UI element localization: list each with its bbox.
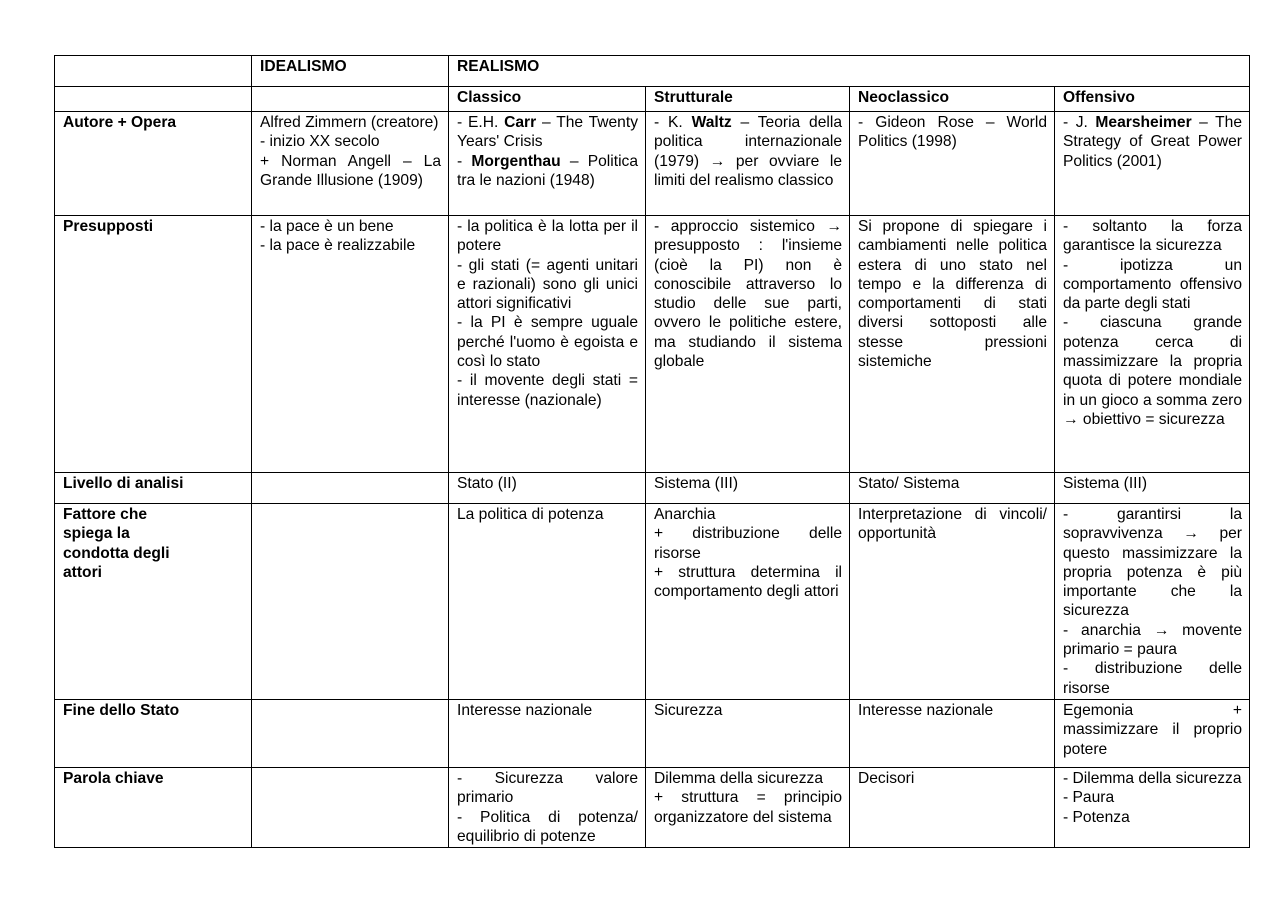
- cell-text: - inizio XX secolo: [260, 133, 380, 151]
- cell-line: [654, 113, 842, 190]
- cell-line: [654, 788, 842, 827]
- cell-text: - J.: [1063, 114, 1096, 131]
- row-label: Autore + Opera: [55, 112, 252, 216]
- cell-line: [1063, 256, 1242, 314]
- table-cell: [646, 504, 850, 700]
- cell-text: - la pace è un bene: [260, 218, 394, 235]
- table-cell: [1055, 767, 1250, 847]
- cell-text: Anarchia: [654, 506, 716, 523]
- table-cell: [1055, 699, 1250, 767]
- table-cell: [1055, 216, 1250, 473]
- cell-text: Sistema (III): [1063, 475, 1148, 492]
- cell-line: [1063, 505, 1242, 621]
- cell-text: La politica di potenza: [457, 506, 604, 523]
- table-cell: [646, 699, 850, 767]
- cell-line: [654, 563, 842, 602]
- table-cell: [449, 112, 646, 216]
- cell-line: [457, 505, 638, 524]
- cell-line: [457, 152, 638, 191]
- row-presupposti: [55, 216, 1250, 473]
- cell-text-bold: Morgenthau: [471, 152, 561, 170]
- row-label: Presupposti: [55, 216, 252, 473]
- cell-text: - Sicurezza valore primario: [457, 769, 638, 807]
- row-label-line: condotta degli: [63, 544, 170, 562]
- cell-text: + Norman Angell – La Grande Illusione (1909): [260, 152, 441, 189]
- cell-line: [1063, 113, 1242, 171]
- cell-line: [858, 769, 1047, 788]
- cell-text-bold: Waltz: [691, 114, 732, 131]
- subheader-empty: [55, 87, 252, 112]
- row-label-line: attori: [63, 563, 102, 581]
- cell-line: [457, 256, 638, 314]
- table-cell: [449, 216, 646, 473]
- cell-text: Egemonia + massimizzare il proprio potere: [1063, 701, 1242, 758]
- cell-line: [260, 113, 441, 132]
- cell-text: - anarchia → movente primario = paura: [1063, 621, 1242, 659]
- cell-line: [457, 769, 638, 808]
- cell-text: - la PI è sempre uguale perché l'uomo è egoista e così lo stato: [457, 314, 638, 371]
- table-cell: [449, 699, 646, 767]
- subheader-row: [55, 87, 1250, 112]
- cell-text: – The Twenty Years' Crisis: [457, 114, 638, 151]
- cell-text: - Gideon Rose – World Politics (1998): [858, 114, 1047, 151]
- table-cell: [1055, 473, 1250, 504]
- cell-text: Sistema (III): [654, 475, 739, 492]
- cell-line: [457, 113, 638, 152]
- cell-text: Dilemma della sicurezza: [654, 769, 823, 787]
- table-cell: [252, 504, 449, 700]
- cell-line: [654, 217, 842, 371]
- row-label-line: spiega la: [63, 525, 130, 543]
- cell-line: [457, 217, 638, 256]
- table-cell: [1055, 504, 1250, 700]
- cell-line: [457, 474, 638, 493]
- cell-text: + distribuzione delle risorse: [654, 525, 842, 562]
- cell-line: [858, 505, 1047, 544]
- cell-line: [858, 217, 1047, 371]
- table-cell: [1055, 112, 1250, 216]
- table-cell: [850, 112, 1055, 216]
- row-label: [55, 504, 252, 700]
- cell-line: [260, 236, 441, 255]
- comparison-table: [54, 55, 1250, 848]
- cell-text: – Politica tra le nazioni (1948): [457, 152, 638, 189]
- subheader-neoclassico: Neoclassico: [850, 87, 1055, 112]
- cell-text: Interpretazione di vincoli/ opportunità: [858, 506, 1047, 543]
- cell-text: - ipotizza un comportamento offensivo da parte degli stati: [1063, 256, 1242, 313]
- cell-line: [260, 217, 441, 236]
- row-label: Livello di analisi: [55, 473, 252, 504]
- row-livello-analisi: [55, 473, 1250, 504]
- cell-text: - K.: [654, 114, 692, 131]
- table-cell: [646, 473, 850, 504]
- cell-text: - il movente degli stati = interesse (nazionale): [457, 372, 638, 409]
- cell-line: [457, 371, 638, 410]
- cell-line: [1063, 474, 1242, 493]
- cell-line: [1063, 769, 1242, 788]
- cell-text: - Paura: [1063, 789, 1115, 807]
- table-cell: [449, 504, 646, 700]
- cell-text: Sicurezza: [654, 701, 723, 719]
- cell-text: – Teoria della politica internazionale (1979) → per ovviare le limiti del realismo classico: [654, 114, 842, 189]
- cell-line: [858, 701, 1047, 720]
- cell-text: Interesse nazionale: [457, 701, 593, 719]
- table-cell: [850, 699, 1055, 767]
- row-fattore: [55, 504, 1250, 700]
- cell-text: - garantirsi la sopravvivenza → per questo massimizzare la propria potenza è più importante che la sicurezza: [1063, 506, 1242, 620]
- cell-line: [1063, 701, 1242, 759]
- table-cell: [252, 473, 449, 504]
- cell-text: - Potenza: [1063, 808, 1130, 826]
- row-parola-chiave: [55, 767, 1250, 847]
- cell-text-bold: Mearsheimer: [1095, 114, 1192, 131]
- corner-cell: [55, 56, 252, 87]
- cell-text: - approccio sistemico → presupposto : l'insieme (cioè la PI) non è conoscibile attraverso lo studio delle sue parti, ovvero le politiche estere, ma studiando il sistema globale: [654, 218, 842, 371]
- table-cell: [449, 767, 646, 847]
- header-row: [55, 56, 1250, 87]
- table-cell: [252, 216, 449, 473]
- cell-text: + struttura = principio organizzatore del sistema: [654, 789, 842, 826]
- cell-text: - ciascuna grande potenza cerca di massimizzare la propria quota di potere mondiale in un gioco a somma zero → obiettivo = sicurezza: [1063, 314, 1242, 428]
- table-cell: [850, 504, 1055, 700]
- cell-line: [858, 474, 1047, 493]
- subheader-classico: Classico: [449, 87, 646, 112]
- table-cell: [850, 767, 1055, 847]
- cell-line: [858, 113, 1047, 152]
- cell-line: [260, 152, 441, 191]
- cell-text: - la pace è realizzabile: [260, 237, 416, 255]
- table-cell: [646, 767, 850, 847]
- header-idealismo: IDEALISMO: [252, 56, 449, 87]
- table-cell: [850, 216, 1055, 473]
- cell-text: Stato/ Sistema: [858, 475, 960, 492]
- cell-text: - distribuzione delle risorse: [1063, 660, 1242, 697]
- cell-line: [654, 701, 842, 720]
- cell-text: -: [457, 152, 472, 170]
- table-cell: [850, 473, 1055, 504]
- cell-text: - E.H.: [457, 114, 505, 131]
- subheader-strutturale: Strutturale: [646, 87, 850, 112]
- cell-line: [654, 524, 842, 563]
- cell-text-bold: Carr: [504, 114, 537, 131]
- cell-text: - la politica è la lotta per il potere: [457, 218, 638, 255]
- table-cell: [449, 473, 646, 504]
- cell-text: Alfred Zimmern (creatore): [260, 114, 439, 131]
- table-cell: [646, 112, 850, 216]
- table-cell: [646, 216, 850, 473]
- cell-text: + struttura determina il comportamento degli attori: [654, 563, 842, 601]
- cell-text: - Politica di potenza/ equilibrio di potenze: [457, 808, 638, 845]
- cell-line: [457, 701, 638, 720]
- subheader-empty: [252, 87, 449, 112]
- row-label: Parola chiave: [55, 767, 252, 847]
- cell-text: Decisori: [858, 769, 915, 787]
- table-cell: [252, 767, 449, 847]
- table-cell: [252, 112, 449, 216]
- cell-line: [457, 808, 638, 847]
- cell-line: [260, 132, 441, 151]
- cell-text: - gli stati (= agenti unitari e razionali) sono gli unici attori significativi: [457, 256, 638, 313]
- cell-text: - soltanto la forza garantisce la sicurezza: [1063, 218, 1242, 255]
- cell-line: [457, 313, 638, 371]
- row-label-line: Fattore che: [63, 506, 148, 523]
- cell-line: [654, 474, 842, 493]
- cell-line: [654, 769, 842, 788]
- cell-text: – The Strategy of Great Power Politics (2001): [1063, 114, 1242, 170]
- cell-text: Si propone di spiegare i cambiamenti nelle politica estera di uno stato nel tempo e la differenza di comportamenti di stati diversi sottoposti alle stesse pressioni sistemiche: [858, 218, 1047, 371]
- cell-text: - Dilemma della sicurezza: [1063, 769, 1242, 787]
- cell-line: [1063, 313, 1242, 429]
- header-realismo: REALISMO: [449, 56, 1250, 87]
- cell-line: [1063, 808, 1242, 827]
- cell-line: [1063, 659, 1242, 698]
- table-cell: [252, 699, 449, 767]
- cell-line: [1063, 621, 1242, 660]
- row-autore-opera: [55, 112, 1250, 216]
- row-label: Fine dello Stato: [55, 699, 252, 767]
- cell-line: [1063, 788, 1242, 807]
- subheader-offensivo: Offensivo: [1055, 87, 1250, 112]
- cell-text: Interesse nazionale: [858, 701, 994, 719]
- cell-line: [1063, 217, 1242, 256]
- cell-text: Stato (II): [457, 475, 517, 492]
- cell-line: [654, 505, 842, 524]
- row-fine-stato: [55, 699, 1250, 767]
